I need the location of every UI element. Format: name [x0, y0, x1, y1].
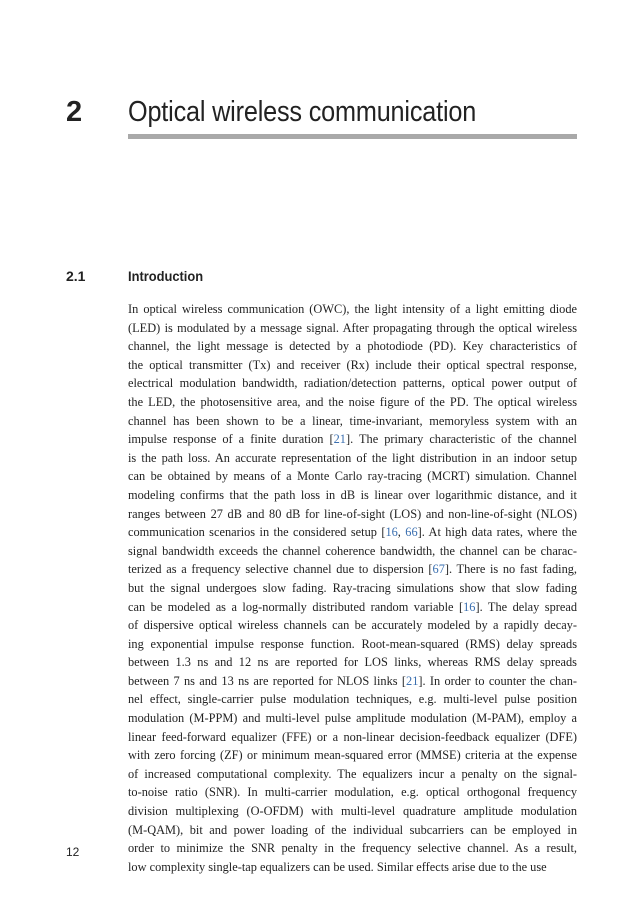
body-line: impulse response of a finite duration [21]. The primary characteristic of the channel [128, 432, 577, 447]
body-line: the optical transmitter (Tx) and receiver (Rx) include their optical spectral response, [128, 357, 577, 372]
body-line: channel has been shown to be a linear, time-invariant, memoryless system with an [128, 413, 577, 428]
chapter-title-rule [128, 134, 577, 139]
body-line: between 1.3 ns and 12 ns are reported for LOS links, whereas RMS delay spreads [128, 655, 577, 670]
chapter-number: 2 [66, 96, 83, 128]
body-line: to-noise ratio (SNR). In multi-carrier modulation, e.g. optical orthogonal frequency [128, 785, 577, 800]
body-line: can be modeled as a log-normally distributed random variable [16]. The delay spread [128, 599, 577, 614]
body-line: is the path loss. An accurate representation of the light distribution in an indoor setup [128, 450, 577, 465]
body-line: (LED) is modulated by a message signal. After propagating through the optical wireless [128, 320, 577, 335]
body-paragraph [128, 300, 577, 876]
citation-link[interactable]: 16 [463, 599, 476, 614]
body-line: but the signal undergoes slow fading. Ray-tracing simulations show that slow fading [128, 580, 577, 595]
body-line: electrical modulation bandwidth, radiation/detection patterns, optical power output of [128, 376, 577, 391]
body-line: channel, the light message is detected by a photodiode (PD). Key characteristics of [128, 339, 577, 354]
body-line: of dispersive optical wireless channels can be accurately modeled by a rapidly decay- [128, 618, 577, 633]
body-line: the LED, the photosensitive area, and the noise figure of the PD. The optical wireless [128, 394, 577, 409]
body-line: modulation (M-PPM) and multi-level pulse amplitude modulation (M-PAM), employ a [128, 711, 577, 726]
body-line: (M-QAM), bit and power loading of the individual subcarriers can be employed in [128, 822, 577, 837]
page-number: 12 [66, 845, 80, 859]
body-line: of increased computational complexity. The equalizers incur a penalty on the signal- [128, 766, 577, 781]
body-line: In optical wireless communication (OWC), the light intensity of a light emitting diode [128, 302, 577, 316]
body-line: modeling confirms that the path loss in dB is linear over logarithmic distance, and it [128, 487, 577, 502]
body-line: low complexity single-tap equalizers can be used. Similar effects arise due to the use [128, 859, 547, 874]
citation-link[interactable]: 16 [385, 525, 398, 540]
body-line: order to minimize the SNR penalty in the frequency selective channel. As a result, [128, 841, 577, 856]
chapter-title: Optical wireless communication [128, 96, 477, 128]
body-line: linear feed-forward equalizer (FFE) or a non-linear decision-feedback equalizer (DFE) [128, 729, 577, 744]
body-line: can be obtained by means of a Monte Carlo ray-tracing (MCRT) simulation. Channel [128, 469, 577, 484]
body-line: between 7 ns and 13 ns are reported for NLOS links [21]. In order to counter the chan- [128, 673, 577, 688]
section-number: 2.1 [66, 268, 86, 284]
body-line: ranges between 27 dB and 80 dB for line-of-sight (LOS) and non-line-of-sight (NLOS) [128, 506, 577, 521]
citation-link[interactable]: 66 [405, 525, 418, 540]
citation-link[interactable]: 21 [406, 673, 419, 688]
body-line: communication scenarios in the considered setup [16, 66]. At high data rates, where the [128, 525, 577, 540]
body-line: with zero forcing (ZF) or minimum mean-squared error (MMSE) criteria at the expense [128, 748, 577, 763]
body-line: signal bandwidth exceeds the channel coherence bandwidth, the channel can be charac- [128, 543, 577, 558]
citation-link[interactable]: 21 [333, 432, 346, 447]
citation-link[interactable]: 67 [432, 562, 445, 577]
body-line: ing exponential impulse response function. Root-mean-squared (RMS) delay spreads [128, 636, 577, 651]
body-line: terized as a frequency selective channel due to dispersion [67]. There is no fast fading, [128, 562, 578, 577]
body-line: nel effect, single-carrier pulse modulation techniques, e.g. multi-level pulse position [128, 692, 577, 707]
body-line: division multiplexing (O-OFDM) with multi-level quadrature amplitude modulation [128, 804, 577, 819]
section-title: Introduction [128, 268, 204, 284]
